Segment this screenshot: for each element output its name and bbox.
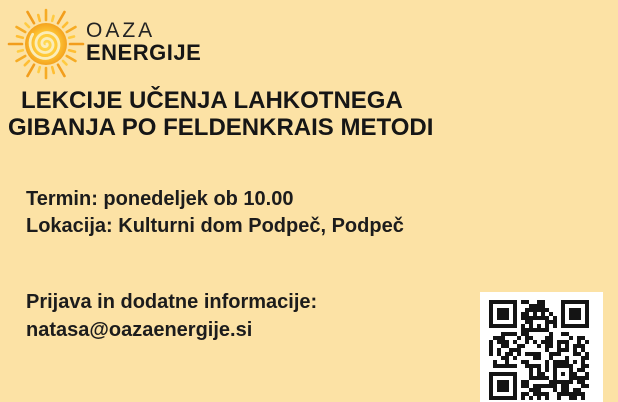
- logo: [6, 4, 201, 84]
- qr-code: [489, 300, 589, 400]
- title-line-1: LEKCIJE UČENJA LAHKOTNEGA: [21, 87, 403, 114]
- contact-heading: Prijava in dodatne informacije:: [26, 291, 318, 313]
- sun-logo-icon: [6, 4, 86, 84]
- title-line-2: GIBANJA PO FELDENKRAIS METODI: [8, 114, 434, 141]
- poster-title: [0, 87, 618, 141]
- event-location: Lokacija: Kulturni dom Podpeč, Podpeč: [26, 215, 404, 237]
- logo-name-bottom: ENERGIJE: [86, 40, 202, 65]
- event-details: [26, 186, 404, 240]
- contact-info: [26, 288, 317, 344]
- logo-wordmark: [86, 20, 201, 64]
- qr-code-box: [480, 292, 603, 402]
- event-time: Termin: ponedeljek ob 10.00: [26, 188, 294, 210]
- contact-email: natasa@oazaenergije.si: [26, 319, 253, 341]
- logo-name-top: OAZA: [86, 19, 156, 42]
